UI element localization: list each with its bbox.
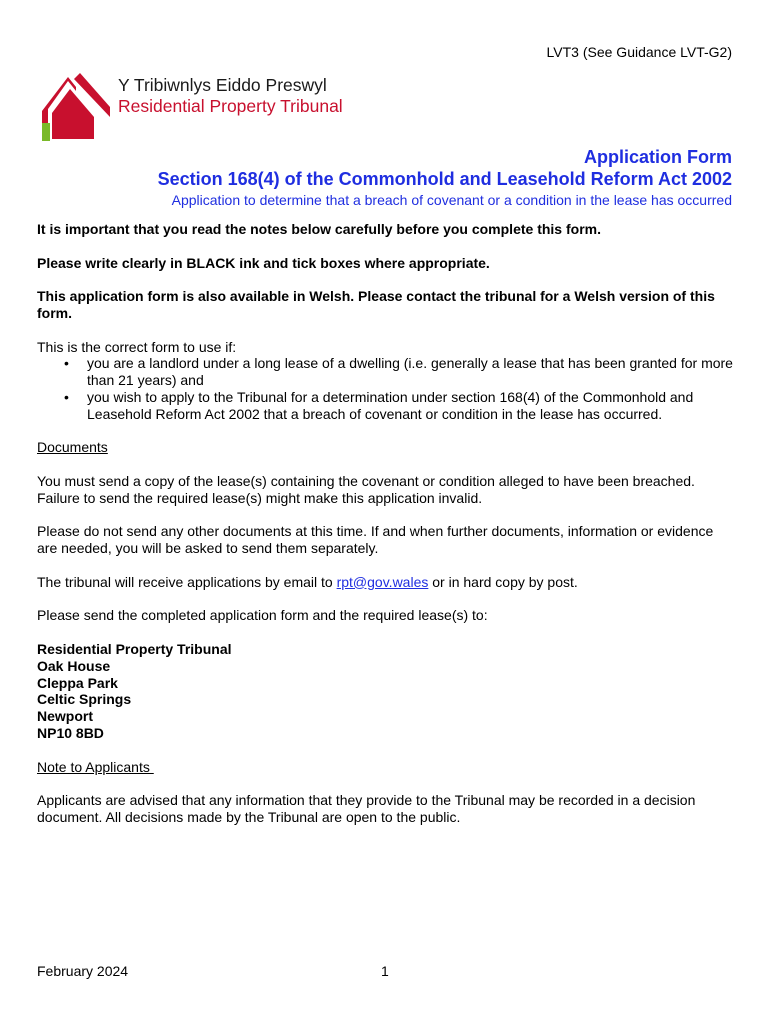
note-text: Applicants are advised that any information that they provide to the Tribunal may be recorded in a decision document. All decisions made by the Tribunal are open to the public.	[37, 792, 696, 825]
documents-para-lease: You must send a copy of the lease(s) containing the covenant or condition alleged to have been breached. Failure to send the required lease(s) might make this application invalid.	[37, 472, 695, 506]
footer-date: February 2024	[37, 963, 129, 979]
email-link[interactable]: rpt@gov.wales	[336, 573, 429, 590]
form-reference: LVT3 (See Guidance LVT-G2)	[546, 44, 732, 60]
address-line: Cleppa Park	[37, 674, 118, 691]
welsh-availability-notice: This application form is also available in Welsh. Please contact the tribunal for a Welsh version of this form.	[37, 288, 715, 321]
form-section-title: Section 168(4) of the Commonhold and Leasehold Reform Act 2002	[157, 169, 732, 189]
logo-welsh-text: Y Tribiwnlys Eiddo Preswyl	[118, 75, 327, 95]
black-ink-notice: Please write clearly in BLACK ink and tick boxes where appropriate.	[37, 254, 490, 271]
note-heading: Note to Applicants	[37, 758, 154, 775]
address-line: Residential Property Tribunal	[37, 640, 232, 657]
correct-form-intro: This is the correct form to use if:	[37, 338, 237, 355]
tribunal-address	[37, 641, 737, 742]
address-line: Newport	[37, 708, 93, 725]
logo-english-text: Residential Property Tribunal	[118, 96, 343, 116]
documents-para-other: Please do not send any other documents at this time. If and when further documents, information or evidence are needed, you will be asked to send them separately.	[37, 523, 714, 557]
address-line: Oak House	[37, 657, 111, 674]
house-logo-icon	[40, 73, 112, 145]
tribunal-logo	[40, 73, 370, 145]
title-block	[158, 146, 732, 210]
important-notice: It is important that you read the notes below carefully before you complete this form.	[37, 221, 601, 237]
address-postcode: NP10 8BD	[37, 724, 104, 741]
form-notes	[37, 221, 737, 842]
email-text-before: The tribunal will receive applications by email to	[37, 573, 337, 590]
address-line: Celtic Springs	[37, 691, 132, 708]
form-subtitle: Application to determine that a breach of covenant or a condition in the lease has occurred	[171, 192, 732, 208]
page-number: 1	[381, 963, 389, 979]
email-paragraph	[37, 574, 737, 591]
send-to-paragraph: Please send the completed application form and the required lease(s) to:	[37, 607, 488, 624]
documents-heading: Documents	[37, 439, 108, 456]
form-title: Application Form	[584, 147, 732, 167]
list-item: • you wish to apply to the Tribunal for a determination under section 168(4) of the Commonhold and Leasehold Reform Act 2002 that a breach of covenant or condition in the lease has occurred.	[87, 389, 737, 423]
email-text-after: or in hard copy by post.	[428, 573, 578, 590]
eligibility-list	[37, 355, 737, 422]
list-item: • you are a landlord under a long lease of a dwelling (i.e. generally a lease that has been granted for more than 21 years) and	[87, 355, 737, 389]
